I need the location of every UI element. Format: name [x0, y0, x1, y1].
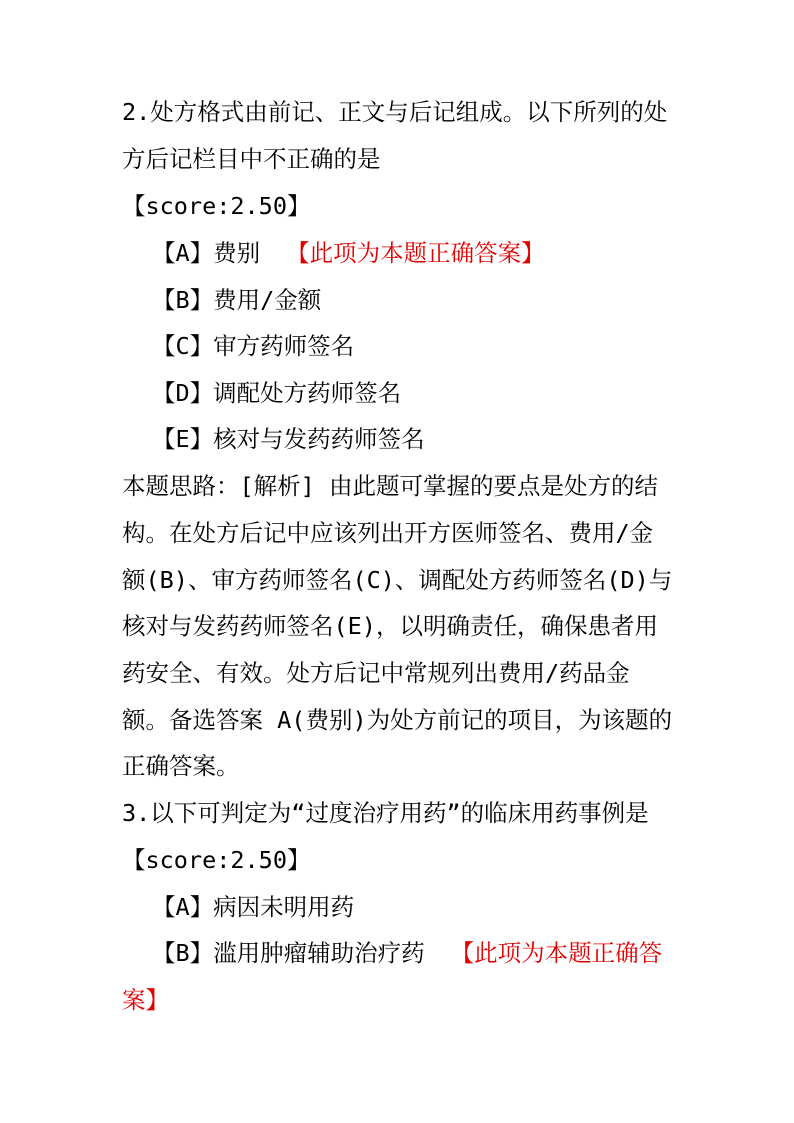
question-2-analysis-line-1: 本题思路：[解析] 由此题可掌握的要点是处方的结	[122, 472, 658, 500]
question-2-analysis-line-3: 额(B)、审方药师签名(C)、调配处方药师签名(D)与	[122, 566, 673, 594]
question-2-analysis-line-2: 构。在处方后记中应该列出开方医师签名、费用/金	[122, 519, 654, 547]
question-2-option-a	[152, 237, 712, 269]
question-3-stem-line-1: 3.以下可判定为“过度治疗用药”的临床用药事例是	[122, 799, 649, 827]
question-2-analysis-line-6: 额。备选答案 A(费别)为处方前记的项目，为该题的	[122, 706, 673, 734]
option-text: 病因未明用药	[213, 893, 355, 921]
option-text: 审方药师签名	[213, 332, 355, 360]
option-letter: 【D】	[152, 379, 214, 407]
option-text: 核对与发药药师签名	[213, 425, 425, 453]
question-2-score: 【score:2.50】	[122, 192, 311, 220]
option-letter: 【B】	[152, 286, 214, 314]
correct-answer-mark-continued: 案】	[122, 986, 169, 1014]
question-2-analysis-line-7: 正确答案。	[122, 752, 240, 780]
correct-answer-mark: 【此项为本题正确答案】	[286, 239, 545, 267]
question-3-option-a	[152, 891, 712, 923]
option-letter: 【A】	[152, 239, 214, 267]
option-letter: 【E】	[152, 425, 214, 453]
option-letter: 【B】	[152, 939, 214, 967]
option-text: 滥用肿瘤辅助治疗药	[213, 939, 425, 967]
option-letter: 【C】	[152, 332, 214, 360]
question-2-option-b	[152, 284, 712, 316]
question-2-option-d	[152, 377, 712, 409]
question-2-option-e	[152, 423, 712, 455]
question-2-option-c	[152, 330, 712, 362]
question-2-analysis-line-4: 核对与发药药师签名(E)，以明确责任，确保患者用	[122, 612, 658, 640]
option-text: 调配处方药师签名	[213, 379, 402, 407]
question-2-analysis-line-5: 药安全、有效。处方后记中常规列出费用/药品金	[122, 659, 630, 687]
correct-answer-mark: 【此项为本题正确答	[450, 939, 663, 967]
option-text: 费用/金额	[213, 286, 322, 314]
option-text: 费别	[213, 239, 261, 267]
option-letter: 【A】	[152, 893, 214, 921]
question-2-stem-line-1: 2.处方格式由前记、正文与后记组成。以下所列的处	[122, 98, 668, 126]
question-3-score: 【score:2.50】	[122, 846, 311, 874]
question-3-option-b	[152, 937, 712, 969]
question-2-stem-line-2: 方后记栏目中不正确的是	[122, 145, 381, 173]
